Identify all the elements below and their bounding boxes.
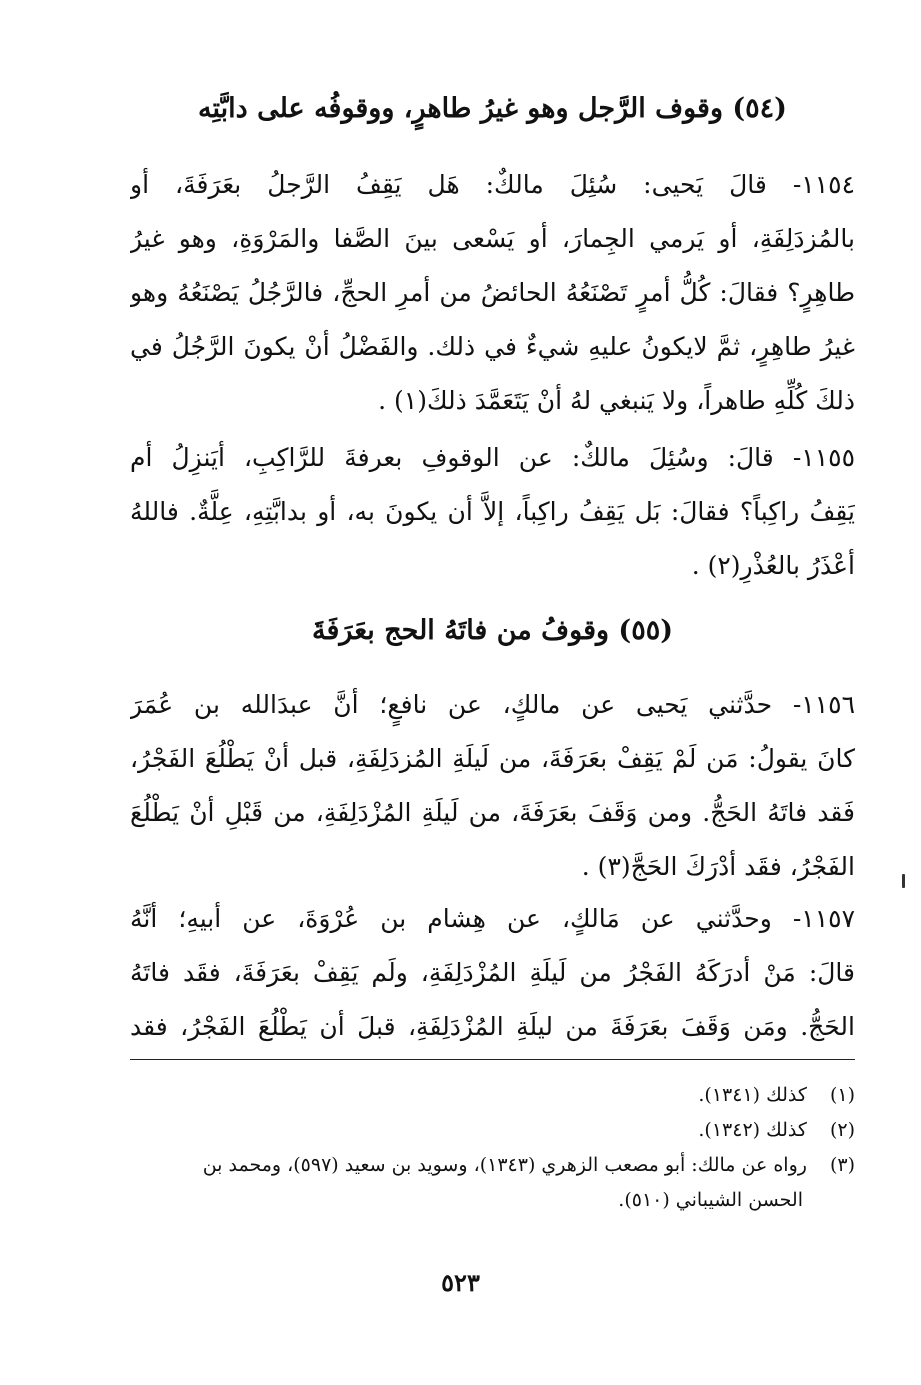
text-line: غيرُ طاهِرٍ، ثمَّ لايكونُ عليهِ شيءٌ في ذلك. والفَضْلُ أنْ يكونَ الرَّجُلُ في xyxy=(130,332,855,361)
text-line: طاهِرٍ؟ فقالَ: كُلُّ أمرٍ تَصْنَعُهُ الحائضُ من أمرِ الحجِّ، فالرَّجُلُ يَصْنَعُهُ وهو xyxy=(130,278,855,307)
footnote-3-continuation: الحسن الشيباني (٥١٠). xyxy=(618,1189,803,1211)
text-line: ١١٥٥- قالَ: وسُئِلَ مالكٌ: عن الوقوفِ بعرفةَ للرَّاكِبِ، أيَنزِلُ أم xyxy=(130,443,855,472)
footnote-number: (١) xyxy=(829,1084,855,1106)
section-heading-55: (٥٥) وقوفُ من فاتَهُ الحج بعَرَفَةَ xyxy=(312,615,673,646)
text-line: فَقد فاتَهُ الحَجُّ. ومن وَقَفَ بعَرَفَةَ، من لَيلَةِ المُزْدَلِفَةِ، من قَبْلِ أنْ يَطْلُعَ xyxy=(130,798,855,827)
footnote-3 xyxy=(130,1148,855,1183)
footnote-1 xyxy=(130,1078,855,1113)
footnote-text: رواه عن مالك: أبو مصعب الزهري (١٣٤٣)، وسويد بن سعيد (٥٩٧)، ومحمد بن xyxy=(202,1154,807,1176)
paragraph-1155 xyxy=(130,431,855,593)
text-line: ١١٥٤- قالَ يَحيى: سُئِلَ مالكٌ: هَل يَقِفُ الرَّجلُ بعَرَفَةَ، أو xyxy=(130,170,855,199)
footnote-separator xyxy=(130,1059,855,1060)
paragraph-1154 xyxy=(130,158,855,428)
footnotes xyxy=(130,1078,855,1218)
text-line: الفَجْرُ، فقَد أدْرَكَ الحَجَّ(٣) . xyxy=(581,852,855,881)
footnote-2 xyxy=(130,1113,855,1148)
text-line: كانَ يقولُ: مَن لَمْ يَقِفْ بعَرَفَةَ، من لَيلَةِ المُزدَلِفَةِ، قبل أنْ يَطْلُعَ الفَجْرُ، xyxy=(130,744,855,773)
text-line: ١١٥٦- حدَّثني يَحيى عن مالكٍ، عن نافعٍ؛ أنَّ عبدَالله بن عُمَرَ xyxy=(130,690,855,719)
paragraph-1156 xyxy=(130,678,855,894)
text-line: ١١٥٧- وحدَّثني عن مَالكٍ، عن هِشام بن عُرْوَةَ، عن أبيهِ؛ أنَّهُ xyxy=(130,904,855,933)
text-line: يَقِفُ راكِباً؟ فقالَ: بَل يَقِفُ راكِباً، إلاَّ أن يكونَ به، أو بدابَّتِهِ، عِلَّةٌ. فاللهُ xyxy=(130,497,855,526)
footnote-number: (٢) xyxy=(829,1119,855,1141)
text-line: أعْذَرُ بالعُذْرِ(٢) . xyxy=(691,551,855,580)
footnote-number: (٣) xyxy=(829,1154,855,1176)
scan-edge-mark xyxy=(902,874,905,888)
text-line: الحَجُّ. ومَن وَقَفَ بعَرَفَةَ من ليلَةِ المُزْدَلِفَةِ، قبلَ أن يَطْلُعَ الفَجْرُ، فقد xyxy=(130,1012,855,1041)
paragraph-1157 xyxy=(130,892,855,1054)
text-line: قالَ: مَنْ أدرَكَهُ الفَجْرُ من لَيلَةِ المُزْدَلِفَةِ، ولَم يَقِفْ بعَرَفَةَ، فقَد فاتَهُ xyxy=(130,958,855,987)
section-heading-54: (٥٤) وقوف الرَّجل وهو غيرُ طاهرٍ، ووقوفُه على دابَّتِه xyxy=(198,93,787,124)
page-number: ٥٢٣ xyxy=(441,1268,480,1297)
text-line: بالمُزدَلِفَةِ، أو يَرمي الجِمارَ، أو يَسْعى بينَ الصَّفا والمَرْوَةِ، وهو غيرُ xyxy=(130,224,855,253)
footnote-text: كذلك (١٣٤٢). xyxy=(698,1119,807,1141)
footnote-text: كذلك (١٣٤١). xyxy=(698,1084,807,1106)
text-line: ذلكَ كُلِّهِ طاهراً، ولا يَنبغي لهُ أنْ يَتَعَمَّدَ ذلكَ(١) . xyxy=(378,386,855,415)
